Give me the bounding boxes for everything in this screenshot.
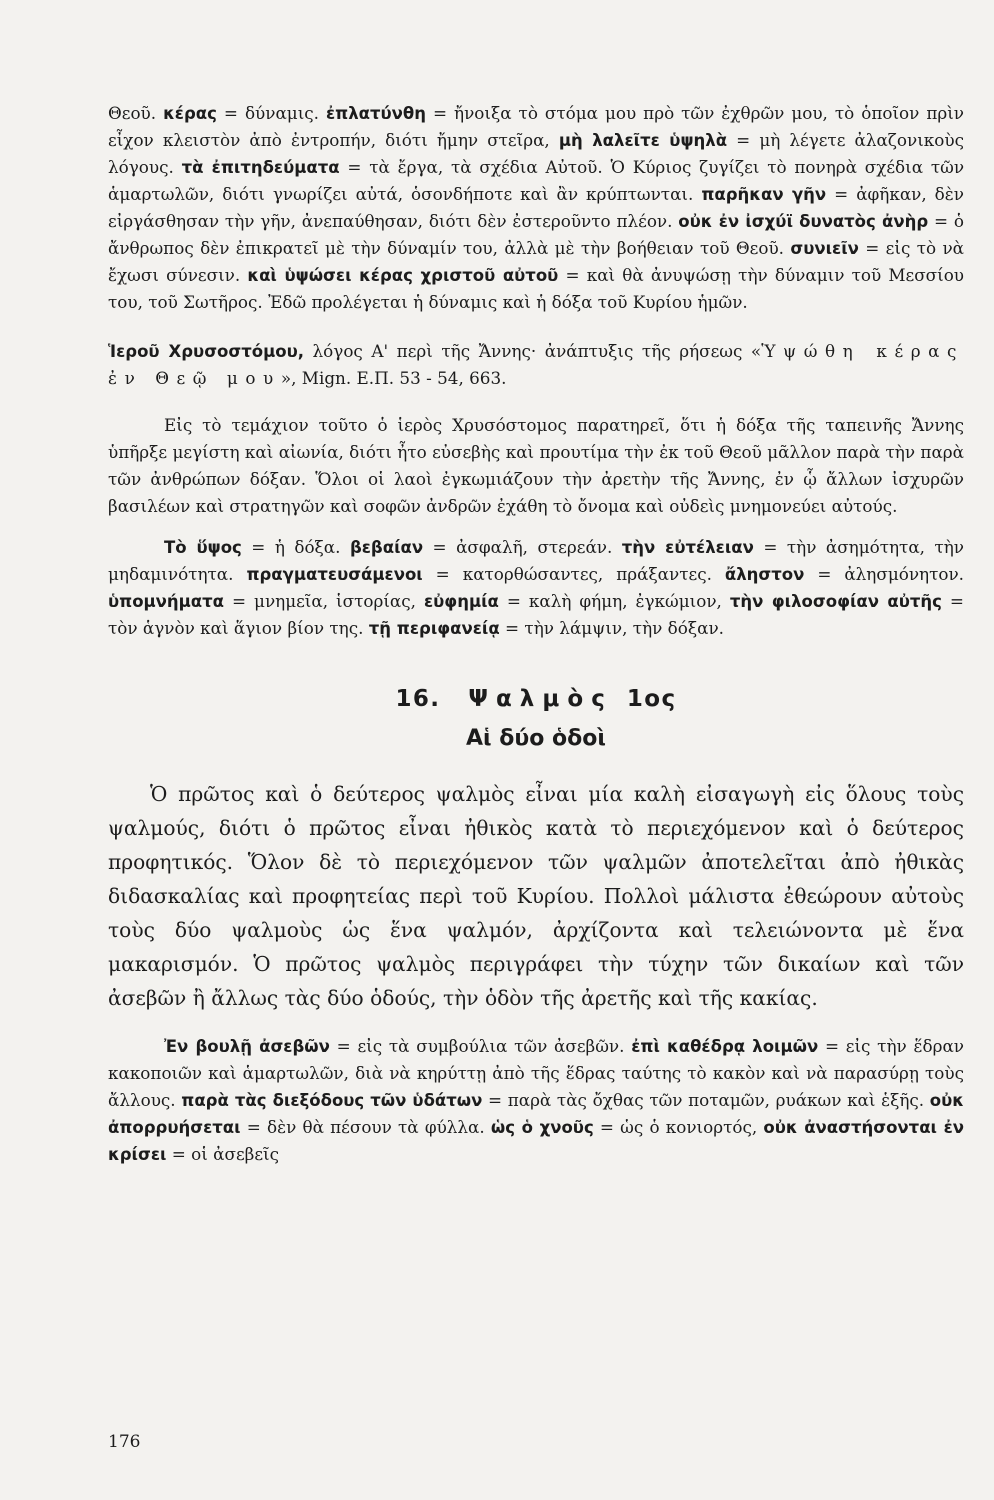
lemma: καὶ ὑψώσει κέρας χριστοῦ αὐτοῦ [247,266,559,285]
lemma: οὐκ ἀπορρυήσεται [108,1091,964,1137]
lemma: παρῆκαν γῆν [701,185,827,204]
lemma: τὴν φιλοσοφίαν αὐτῆς [729,592,942,611]
lemma: τὰ ἐπιτηδεύματα [181,158,340,177]
lemma: παρὰ τὰς διεξόδους τῶν ὑδάτων [181,1091,483,1110]
lemma: ἄληστον [724,565,805,584]
page-number: 176 [108,1432,141,1452]
lemma: τὴν εὐτέλειαν [621,538,754,557]
main-text-paragraph [108,777,964,1015]
main-text: Ὁ πρῶτος καὶ ὁ δεύτερος ψαλμὸς εἶναι μία καλὴ εἰσαγωγὴ εἰς ὅλους τοὺς ψαλμούς, διότι ὁ πρῶτος εἶναι ἠθικὸς κατὰ τὸ περιεχόμενον καὶ ὁ δεύτερος προφητικός. Ὅλον δὲ τὸ περιεχόμενον τῶν ψαλμῶν ἀποτελεῖται ἀπὸ ἠθικὰς διδασκαλίας καὶ προφητείας περὶ τοῦ Κυρίου. Πολλοὶ μάλιστα ἐθεώρουν αὐτοὺς τοὺς δύο ψαλμοὺς ὡς ἕνα ψαλμόν, ἀρχίζοντα καὶ τελειώνοντα μὲ ἕνα μακαρισμόν. Ὁ πρῶτος ψαλμὸς περιγράφει τὴν τύχην τῶν δικαίων καὶ τῶν ἀσεβῶν ἢ ἄλλως τὰς δύο ὁδούς, τὴν ὁδὸν τῆς ἀρετῆς καὶ τῆς κακίας. [108,782,964,1010]
gloss-notes-middle: Τὸ ὕψος = ἡ δόξα. βεβαίαν = ἀσφαλῆ, στερεάν. τὴν εὐτέλειαν = τὴν ἀσημότητα, τὴν μηδαμινότητα. πραγματευσάμενοι = κατορθώσαντες, πράξαντες. ἄληστον = ἀλησμόνητον. ὑπομνήματα = μνημεῖα, ἱστορίας, εὐφημία = καλὴ φήμη, ἐγκώμιον, τὴν φιλοσοφίαν αὐτῆς = τὸν ἁγνὸν καὶ ἅγιον βίον της. τῇ περιφανείᾳ = τὴν λάμψιν, τὴν δόξαν. [108,537,965,638]
lemma: Τὸ ὕψος [164,538,242,557]
psalm-ordinal: 1ος [626,686,677,712]
gloss-notes-top: Θεοῦ. κέρας = δύναμις. ἐπλατύνθη = ἤνοιξα τὸ στόμα μου πρὸ τῶν ἐχθρῶν μου, τὸ ὁποῖον πρὶν εἶχον κλειστὸν ἀπὸ ἐντροπήν, διότι ἤμην στεῖρα, μὴ λαλεῖτε ὑψηλὰ = μὴ λέγετε ἀλαζονικοὺς λόγους. τὰ ἐπιτηδεύματα = τὰ ἔργα, τὰ σχέδια Αὐτοῦ. Ὁ Κύριος ζυγίζει τὸ πονηρὰ σχέδια τῶν ἁμαρτωλῶν, διότι γνωρίζει αὐτά, ὁσονδήποτε καὶ ἂν κρύπτωνται. παρῆκαν γῆν = ἀφῆκαν, δὲν εἰργάσθησαν τὴν γῆν, ἀνεπαύθησαν, διότι δὲν ἐστεροῦντο πλέον. οὐκ ἐν ἰσχύϊ δυνατὸς ἀνὴρ = ὁ ἄνθρωπος δὲν ἐπικρατεῖ μὲ τὴν δύναμίν του, ἀλλὰ μὲ τὴν βοήθειαν τοῦ Θεοῦ. συνιεῖν = εἰς τὸ νὰ ἔχωσι σύνεσιν. καὶ ὑψώσει κέρας χριστοῦ αὐτοῦ = καὶ θὰ ἀνυψώσῃ τὴν δύναμιν τοῦ Μεσσίου του, τοῦ Σωτῆρος. Ἐδῶ προλέγεται ἡ δύναμις καὶ ἡ δόξα τοῦ Κυρίου ἡμῶν. [108,103,965,312]
source-author: Ἱεροῦ Χρυσοστόμου, [108,342,304,361]
psalm-heading [108,686,964,712]
section-title: Αἱ δύο ὁδοὶ [466,726,606,751]
gloss-notes-bottom: Ἐν βουλῇ ἀσεβῶν = εἰς τὰ συμβούλια τῶν ἀσεβῶν. ἐπὶ καθέδρᾳ λοιμῶν = εἰς τὴν ἕδραν κακοποιῶν καὶ ἁμαρτωλῶν, διὰ νὰ κηρύττῃ ἀπὸ τῆς ἕδρας ταύτης τὸ κακὸν καὶ νὰ παρασύρῃ τοὺς ἄλλους. παρὰ τὰς διεξόδους τῶν ὑδάτων = παρὰ τὰς ὄχθας τῶν ποταμῶν, ρυάκων καὶ ἑξῆς. οὐκ ἀπορρυήσεται = δὲν θὰ πέσουν τὰ φύλλα. ὡς ὁ χνοῦς = ὡς ὁ κονιορτός, οὐκ ἀναστήσονται ἐν κρίσει = οἱ ἀσεβεῖς [108,1036,964,1164]
lemma: ὑπομνήματα [108,592,224,611]
lemma: κέρας [163,104,217,123]
source-citation [108,338,964,392]
lemma: πραγματευσάμενοι [246,565,423,584]
source-quote: Ὑψώθη κέρας ἐν Θεῷ μου [108,341,964,388]
lemma: ἐπλατύνθη [326,104,427,123]
lemma: συνιεῖν [790,239,859,258]
lemma: τῇ περιφανείᾳ [368,619,500,638]
lemma: εὐφημία [423,592,499,611]
lemma: ὡς ὁ χνοῦς [490,1118,594,1137]
lemma: οὐκ ἀναστήσονται ἐν κρίσει [108,1118,964,1164]
page-body [108,100,964,1168]
lemma: οὐκ ἐν ἰσχύϊ δυνατὸς ἀνὴρ [678,212,929,231]
lemma: Ἐν βουλῇ ἀσεβῶν [164,1037,330,1056]
source-description: λόγος Α' περὶ τῆς Ἄννης· ἀνάπτυξις τῆς ρήσεως « [303,341,762,361]
source-reference: », Mign. Ε.Π. 53 - 54, 663. [280,368,507,388]
lemma: βεβαίαν [349,538,424,557]
psalm-word: Ψαλμὸς [468,686,613,712]
commentary-paragraph: Εἰς τὸ τεμάχιον τοῦτο ὁ ἱερὸς Χρυσόστομος παρατηρεῖ, ὅτι ἡ δόξα τῆς ταπεινῆς Ἄννης ὑπῆρξε μεγίστη καὶ αἰωνία, διότι ἦτο εὐσεβὴς καὶ προυτίμα τὴν ἐκ τοῦ Θεοῦ μᾶλλον παρὰ τὴν παρὰ τῶν ἀνθρώπων δόξαν. Ὅλοι οἱ λαοὶ ἐγκωμιάζουν τὴν ἀρετὴν τῆς Ἄννης, ἐν ᾧ ἄλλων ἰσχυρῶν βασιλέων καὶ στρατηγῶν καὶ σοφῶν ἀνδρῶν ἐχάθη τὸ ὄνομα καὶ οὐδεὶς μνημονεύει αὐτούς. [108,415,964,516]
psalm-number: 16. [395,686,441,712]
lemma: μὴ λαλεῖτε ὑψηλὰ [558,131,728,150]
lemma: ἐπὶ καθέδρᾳ λοιμῶν [631,1037,819,1056]
